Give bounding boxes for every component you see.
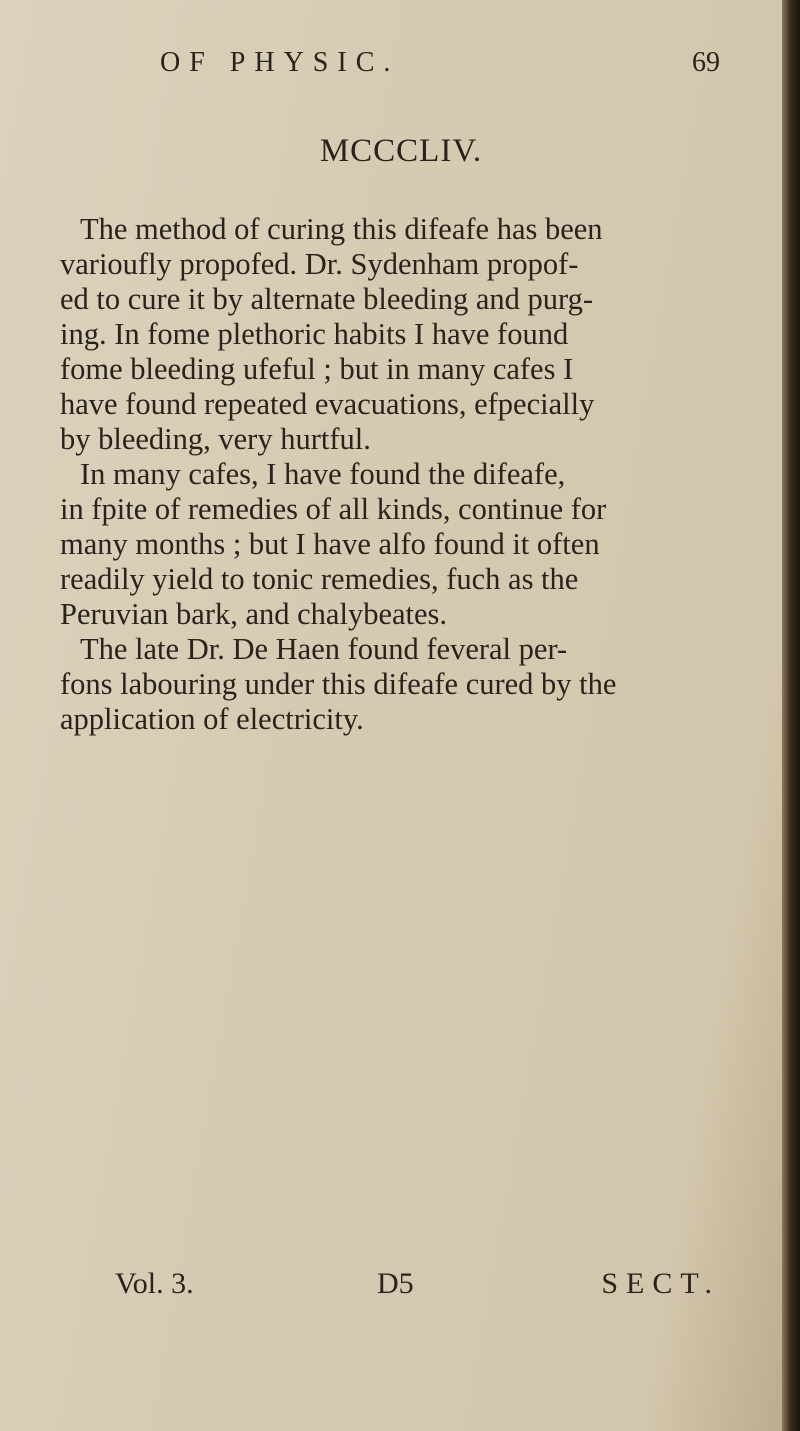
signature-mark: D5 <box>377 1267 414 1300</box>
text-line: by bleeding, very hurtful. <box>60 422 371 456</box>
page-number: 69 <box>692 47 720 78</box>
text-line: ing. In fome plethoric habits I have found <box>60 317 569 351</box>
text-line: have found repeated evacuations, efpecially <box>60 387 595 421</box>
body-text <box>60 212 720 737</box>
catchword: SECT. <box>601 1267 720 1300</box>
running-head <box>160 47 720 87</box>
text-line: In many cafes, I have found the difeafe, <box>80 457 566 491</box>
text-line: application of electricity. <box>60 702 364 736</box>
text-line: in fpite of remedies of all kinds, continue for <box>60 492 607 526</box>
text-line: varioufly propofed. Dr. Sydenham propof- <box>60 247 579 281</box>
page-footer <box>115 1267 720 1307</box>
text-line: The method of curing this difeafe has been <box>80 212 603 246</box>
text-line: ed to cure it by alternate bleeding and purg- <box>60 282 593 316</box>
text-line: The late Dr. De Haen found feveral per- <box>80 632 568 666</box>
book-spine-edge <box>782 0 800 1431</box>
text-line: fons labouring under this difeafe cured by the <box>60 667 617 701</box>
text-line: readily yield to tonic remedies, fuch as the <box>60 562 579 596</box>
text-line: fome bleeding ufeful ; but in many cafes I <box>60 352 574 386</box>
text-line: Peruvian bark, and chalybeates. <box>60 597 448 631</box>
text-line: many months ; but I have alfo found it often <box>60 527 600 561</box>
section-number: MCCCLIV. <box>319 133 483 169</box>
volume-number: Vol. 3. <box>115 1267 194 1300</box>
running-head-title: OF PHYSIC. <box>160 47 400 78</box>
